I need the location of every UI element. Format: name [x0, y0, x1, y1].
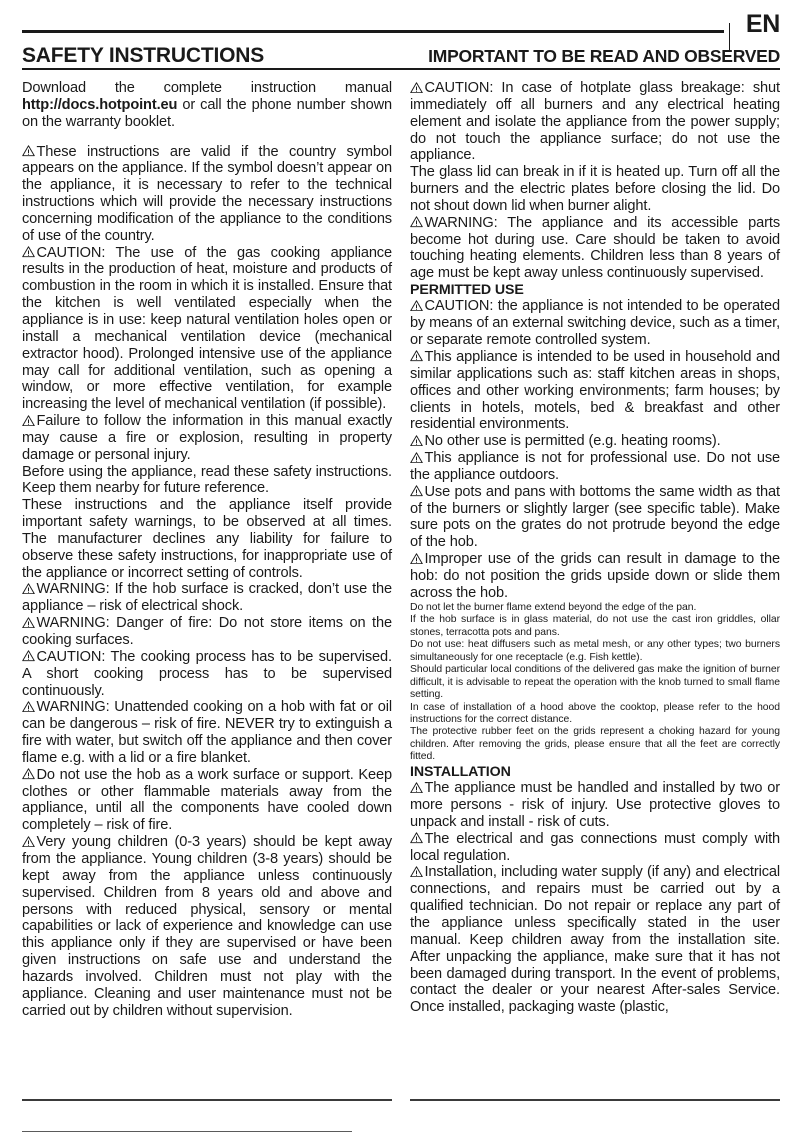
- two-column-body: [22, 80, 780, 1096]
- safety-paragraph: [22, 699, 392, 766]
- paragraph-text: These instructions are valid if the country symbol appears on the appliance. If the symbol doesn’t appear on the appliance, it is necessary to refer to the technical instructions which will provide the necessary instructions concerning modification of the appliance to the conditions of use of the country.: [22, 143, 392, 244]
- paragraph-text: The electrical and gas connections must comply with local regulation.: [410, 830, 780, 864]
- safety-paragraph: [410, 831, 780, 865]
- paragraph-text: Do not use the hob as a work surface or support. Keep clothes or other flammable materials away from the appliance, until all the components have cooled down completely – risk of fire.: [22, 766, 392, 834]
- warning-triangle-icon: [22, 583, 35, 595]
- paragraph-spacer: [22, 131, 392, 144]
- safety-paragraph: [410, 780, 780, 831]
- warning-triangle-icon: [22, 650, 35, 662]
- installation-list: [410, 780, 780, 1016]
- paragraph-text: The glass lid can break in if it is heated up. Turn off all the burners and the electric plates before closing the lid. Do not shout down lid when burner alight.: [410, 164, 780, 214]
- manual-download-link[interactable]: http://docs.hotpoint.eu: [22, 96, 178, 113]
- paragraph-text: Failure to follow the information in this manual exactly may cause a fire or explosion, resulting in property damage or personal injury.: [22, 413, 392, 463]
- intro-text-after: or call the phone number shown on the warranty booklet.: [22, 96, 392, 130]
- safety-paragraph: [22, 144, 392, 245]
- warning-triangle-icon: [410, 485, 423, 497]
- warning-triangle-icon: [410, 350, 423, 362]
- safety-paragraph: [410, 164, 780, 215]
- paragraph-text: This appliance is intended to be used in household and similar applications such as: staff kitchen areas in shops, offices and other working environments; farm houses; by clients in hotels, motels, bed & breakfast and other residential environments.: [410, 348, 780, 433]
- warning-triangle-icon: [22, 836, 35, 848]
- warning-triangle-icon: [410, 300, 423, 312]
- fine-print-line: In case of installation of a hood above the cooktop, please refer to the hood instructions for the correct distance.: [410, 701, 780, 725]
- warning-triangle-icon: [22, 415, 35, 427]
- language-code: EN: [745, 10, 780, 38]
- header-title-row: [22, 45, 780, 66]
- paragraph-text: Improper use of the grids can result in damage to the hob: do not position the grids upside down or slide them across the hob.: [410, 551, 780, 601]
- warning-triangle-icon: [22, 617, 35, 629]
- warning-triangle-icon: [22, 246, 35, 258]
- fine-print-line: Should particular local conditions of the delivered gas make the ignition of burner difficult, it is advisable to repeat the operation with the knob turned to small flame setting.: [410, 664, 780, 701]
- safety-paragraph: [410, 349, 780, 433]
- paragraph-text: Use pots and pans with bottoms the same width as that of the burners or slightly larger (see specific table). Make sure pots on the grates do not protrude beyond the edge of the hob.: [410, 483, 780, 551]
- safety-paragraph: [22, 413, 392, 464]
- paragraph-text: Very young children (0-3 years) should be kept away from the appliance. Young children (3-8 years) should be kept away from the appliance unless continuously supervised. Children from 8 years old and above and persons with reduced physical, sensory or mental capabilities or lack of experience and knowledge can use this appliance only if they are supervised or have been given instructions on safe use and understand the hazards involved. Children must not play with the appliance. Cleaning and user maintenance must not be carried out by children without supervision.: [22, 834, 392, 1019]
- right-column-text: [410, 80, 780, 1016]
- warning-triangle-icon: [410, 452, 423, 464]
- warning-triangle-icon: [22, 145, 35, 157]
- safety-paragraph: [410, 298, 780, 349]
- fine-print-line: Do not let the burner flame extend beyond the edge of the pan.: [410, 601, 697, 613]
- header-bottom-rule: [22, 68, 780, 71]
- safety-paragraph: [22, 649, 392, 700]
- intro-text-before: Download the complete instruction manual: [22, 80, 392, 96]
- fine-print-line: If the hob surface is in glass material, do not use the cast iron griddles, ollar stones, terracotta pots and pans.: [410, 614, 780, 638]
- footer-rule-right: [410, 1099, 780, 1101]
- safety-paragraph: [22, 245, 392, 413]
- warning-triangle-icon: [410, 216, 423, 228]
- left-paragraph-list: [22, 144, 392, 1020]
- warning-triangle-icon: [410, 435, 423, 447]
- paragraph-text: Installation, including water supply (if any) and electrical connections, and repairs must be carried out by a qualified technician. Do not repair or replace any part of the appliance unless specifically stated in the user manual. Keep children away from the installation site. After unpacking the appliance, make sure that it has not been damaged during transport. In the event of problems, contact the dealer or your nearest After-sales Service. Once installed, packaging waste (plastic,: [410, 864, 780, 1016]
- fine-print-line: The protective rubber feet on the grids represent a choking hazard for young children. After removing the grids, please ensure that all the feet are correctly fitted.: [410, 726, 780, 763]
- warning-triangle-icon: [22, 768, 35, 780]
- safety-paragraph: [410, 551, 780, 602]
- warning-triangle-icon: [410, 832, 423, 844]
- safety-paragraph: [22, 464, 392, 498]
- safety-paragraph: [410, 215, 780, 282]
- paragraph-text: Before using the appliance, read these safety instructions. Keep them nearby for future reference.: [22, 463, 392, 497]
- footer-rule-bottom: [22, 1131, 352, 1132]
- permitted-use-list: [410, 298, 780, 601]
- right-column: [410, 80, 780, 1096]
- paragraph-text: CAUTION: The use of the gas cooking appliance results in the production of heat, moisture and products of combustion in the room in which it is installed. Ensure that the kitchen is well ventilated especially when the appliance is in use: keep natural ventilation holes open or install a mechanical ventilation device (mechanical extractor hood). Prolonged intensive use of the appliance may call for additional ventilation, such as opening a window, or more effective ventilation, for example increasing the level of mechanical ventilation (if possible).: [22, 244, 392, 413]
- safety-paragraph: [22, 581, 392, 615]
- paragraph-text: WARNING: Danger of fire: Do not store items on the cooking surfaces.: [22, 615, 392, 648]
- page-header: [22, 0, 780, 70]
- safety-paragraph: [410, 433, 780, 450]
- safety-paragraph: [22, 767, 392, 834]
- safety-paragraph: [410, 80, 780, 164]
- left-column-text: [22, 80, 392, 1019]
- safety-paragraph: [410, 450, 780, 484]
- warning-triangle-icon: [410, 82, 423, 94]
- paragraph-text: WARNING: If the hob surface is cracked, don’t use the appliance – risk of electrical shock.: [22, 581, 392, 615]
- intro-paragraph: [22, 80, 392, 131]
- paragraph-text: This appliance is not for professional use. Do not use the appliance outdoors.: [410, 450, 780, 483]
- paragraph-text: CAUTION: the appliance is not intended to be operated by means of an external switching device, such as a timer, or separate remote controlled system.: [410, 298, 780, 349]
- paragraph-text: CAUTION: The cooking process has to be supervised. A short cooking process has to be supervised continuously.: [22, 648, 392, 699]
- safety-paragraph: [410, 864, 780, 1016]
- safety-paragraph: [22, 834, 392, 1019]
- page-subtitle: IMPORTANT TO BE READ AND OBSERVED: [428, 46, 780, 66]
- warning-triangle-icon: [410, 782, 423, 794]
- paragraph-text: These instructions and the appliance itself provide important safety warnings, to be observed at all times. The manufacturer declines any liability for failure to observe these safety instructions, for inappropriate use of the appliance or incorrect setting of controls.: [22, 497, 392, 581]
- page-title: SAFETY INSTRUCTIONS: [22, 44, 264, 67]
- permitted-use-heading: PERMITTED USE: [410, 282, 524, 299]
- warning-triangle-icon: [410, 553, 423, 565]
- safety-paragraph: [410, 484, 780, 551]
- paragraph-text: WARNING: Unattended cooking on a hob with fat or oil can be dangerous – risk of fire. NEVER try to extinguish a fire with water, but switch off the appliance and then cover flame e.g. with a lid or a fire blanket.: [22, 699, 392, 766]
- paragraph-text: The appliance must be handled and installed by two or more persons - risk of injury. Use protective gloves to unpack and install - risk of cuts.: [410, 780, 780, 830]
- warning-triangle-icon: [22, 701, 35, 713]
- footer-rule-left: [22, 1099, 392, 1101]
- safety-paragraph: [22, 615, 392, 649]
- left-column: [22, 80, 392, 1096]
- right-paragraph-list: [410, 80, 780, 282]
- fine-print-line: Do not use: heat diffusers such as metal mesh, or any other types; two burners simultaneously for one receptacle (e.g. Fish kettle).: [410, 639, 780, 663]
- paragraph-text: WARNING: The appliance and its accessible parts become hot during use. Care should be taken to avoid touching heating elements. Children less than 8 years of age must be kept away unless continuously supervised.: [410, 214, 780, 282]
- fine-print-list: [410, 602, 780, 764]
- header-top-rule: [22, 30, 724, 33]
- paragraph-text: CAUTION: In case of hotplate glass breakage: shut immediately off all burners and any electrical heating element and isolate the appliance from the power supply; do not touch the appliance surface; do not use the appliance.: [410, 80, 780, 164]
- paragraph-text: No other use is permitted (e.g. heating rooms).: [424, 433, 721, 450]
- warning-triangle-icon: [410, 866, 423, 878]
- installation-heading: INSTALLATION: [410, 763, 511, 780]
- safety-paragraph: [22, 497, 392, 581]
